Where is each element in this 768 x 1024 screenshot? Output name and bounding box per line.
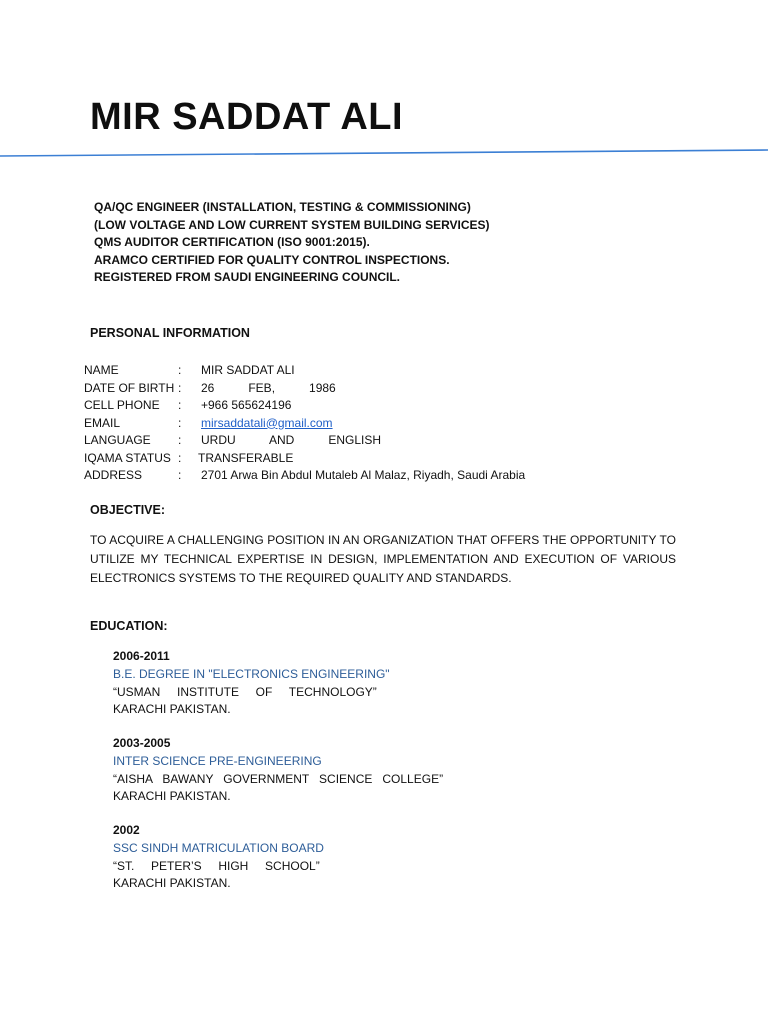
info-value: 2701 Arwa Bin Abdul Mutaleb Al Malaz, Riyadh, Saudi Arabia (201, 468, 526, 482)
summary-line: QMS AUDITOR CERTIFICATION (ISO 9001:2015). (94, 235, 370, 250)
info-label: EMAIL (84, 415, 121, 430)
email-link[interactable]: mirsaddatali@gmail.com (201, 415, 333, 430)
education-institution: “AISHA BAWANY GOVERNMENT SCIENCE COLLEGE” (113, 771, 444, 786)
education-degree: INTER SCIENCE PRE-ENGINEERING (113, 754, 322, 769)
summary-line: REGISTERED FROM SAUDI ENGINEERING COUNCIL. (94, 270, 401, 285)
info-row-email (84, 415, 604, 433)
education-entry (113, 735, 443, 806)
info-colon: : (178, 415, 182, 430)
education-location: KARACHI PAKISTAN. (113, 789, 231, 804)
info-label: CELL PHONE (84, 398, 160, 412)
info-colon: : (178, 398, 182, 412)
header-divider (0, 146, 768, 158)
personal-info-table (84, 362, 604, 485)
objective-text: TO ACQUIRE A CHALLENGING POSITION IN AN ORGANIZATION THAT OFFERS THE OPPORTUNITY TO UTILIZE MY TECHNICAL EXPERTISE IN DESIGN, IMPLEMENTATION AND EXECUTION OF VARIOUS ELECTRONICS SYSTEMS TO THE REQUIRED QUALITY AND STANDARDS. (90, 533, 676, 585)
info-value: URDU AND ENGLISH (201, 433, 382, 447)
info-colon: : (178, 380, 182, 395)
personal-info-heading: PERSONAL INFORMATION (90, 326, 250, 340)
education-entry (113, 822, 324, 893)
info-row-address (84, 467, 604, 485)
info-colon: : (178, 468, 182, 482)
education-years: 2003-2005 (113, 736, 171, 750)
info-row-dob (84, 380, 604, 398)
info-value: MIR SADDAT ALI (201, 363, 295, 377)
education-degree: SSC SINDH MATRICULATION BOARD (113, 841, 324, 856)
info-value: TRANSFERABLE (198, 450, 294, 465)
summary-line: (LOW VOLTAGE AND LOW CURRENT SYSTEM BUILDING SERVICES) (94, 217, 490, 232)
info-label: LANGUAGE (84, 433, 151, 447)
candidate-name: MIR SADDAT ALI (90, 96, 404, 138)
education-degree: B.E. DEGREE IN "ELECTRONICS ENGINEERING" (113, 667, 390, 682)
info-row-language (84, 432, 604, 450)
education-location: KARACHI PAKISTAN. (113, 876, 231, 891)
info-label: IQAMA STATUS (84, 450, 171, 465)
info-label: DATE OF BIRTH (84, 380, 175, 395)
education-institution: “USMAN INSTITUTE OF TECHNOLOGY” (113, 684, 377, 699)
info-colon: : (178, 433, 182, 447)
info-label: NAME (84, 363, 119, 377)
info-colon: : (178, 450, 182, 465)
summary-line: QA/QC ENGINEER (INSTALLATION, TESTING & COMMISSIONING) (94, 200, 471, 214)
education-years: 2002 (113, 823, 140, 837)
objective-heading: OBJECTIVE: (90, 503, 166, 517)
education-institution: “ST. PETER’S HIGH SCHOOL” (113, 858, 320, 873)
education-years: 2006-2011 (113, 649, 170, 663)
education-heading: EDUCATION: (90, 619, 168, 633)
info-row-name (84, 362, 604, 380)
info-row-iqama-status (84, 450, 604, 468)
info-value: 26 FEB, 1986 (201, 380, 336, 395)
education-entry (113, 648, 390, 719)
info-row-cell-phone (84, 397, 604, 415)
professional-summary (94, 199, 490, 287)
info-colon: : (178, 363, 182, 377)
summary-line: ARAMCO CERTIFIED FOR QUALITY CONTROL INSPECTIONS. (94, 252, 450, 267)
education-location: KARACHI PAKISTAN. (113, 702, 231, 717)
info-value: +966 565624196 (201, 398, 292, 412)
info-label: ADDRESS (84, 468, 143, 482)
